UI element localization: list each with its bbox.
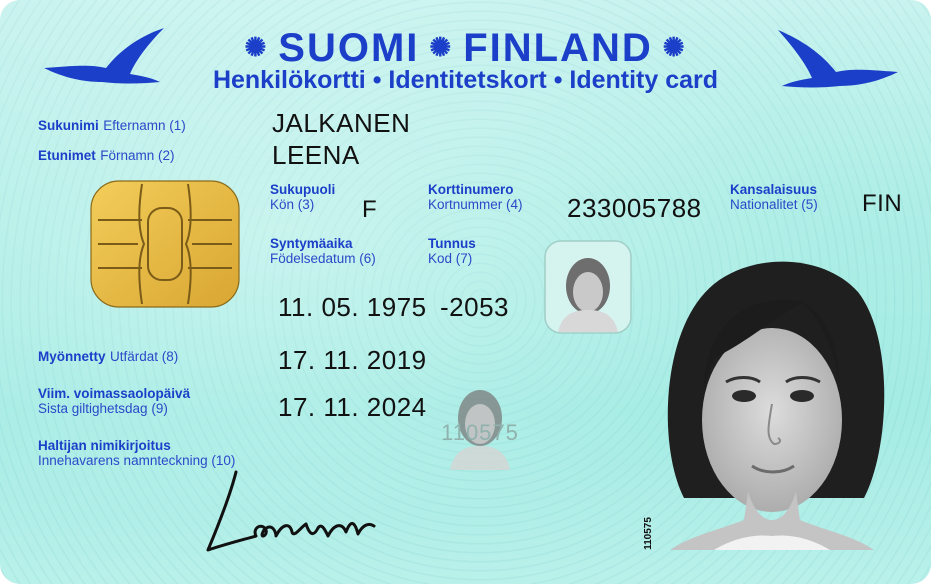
expiry-value: 17. 11. 2024 bbox=[278, 392, 427, 422]
ghost-number: 110575 bbox=[441, 420, 519, 445]
expiry-label: Viim. voimassaolopäivä Sista giltighetsdag (9) bbox=[38, 386, 191, 416]
card-subtitle: Henkilökortti • Identitetskort • Identity card bbox=[212, 66, 719, 94]
code-label: Tunnus Kod (7) bbox=[428, 236, 476, 266]
code-value: -2053 bbox=[440, 292, 509, 322]
card-title bbox=[0, 26, 931, 71]
date-of-birth-label: Syntymäaika Födelsedatum (6) bbox=[270, 236, 376, 266]
smart-chip-icon bbox=[90, 180, 240, 308]
star-icon: ✺ bbox=[244, 32, 269, 62]
nationality-value: FIN bbox=[862, 190, 903, 217]
title-suomi: SUOMI bbox=[278, 26, 420, 70]
given-names-value: LEENA bbox=[272, 140, 360, 170]
surname-label: Sukunimi Efternamn (1) bbox=[38, 118, 186, 133]
issued-value: 17. 11. 2019 bbox=[278, 345, 427, 375]
date-of-birth-value: 11. 05. 1975 bbox=[278, 292, 427, 322]
card-number-label: Korttinumero Kortnummer (4) bbox=[428, 182, 523, 212]
signature-label: Haltijan nimikirjoitus Innehavarens namnteckning (10) bbox=[38, 438, 236, 468]
sex-value: F bbox=[362, 196, 378, 223]
nationality-label: Kansalaisuus Nationalitet (5) bbox=[730, 182, 818, 212]
holder-photo bbox=[654, 248, 890, 550]
star-icon: ✺ bbox=[429, 32, 454, 62]
serial-number-vertical: 110575 bbox=[642, 516, 654, 550]
surname-value: JALKANEN bbox=[272, 108, 411, 138]
given-names-label: Etunimet Förnamn (2) bbox=[38, 148, 175, 163]
star-icon: ✺ bbox=[662, 32, 687, 62]
card-number-value: 233005788 bbox=[567, 193, 702, 223]
issued-label: Myönnetty Utfärdat (8) bbox=[38, 349, 179, 364]
title-finland: FINLAND bbox=[463, 26, 653, 70]
holder-signature bbox=[196, 466, 396, 562]
sex-label: Sukupuoli Kön (3) bbox=[270, 182, 336, 212]
ghost-portrait-image bbox=[544, 240, 632, 334]
